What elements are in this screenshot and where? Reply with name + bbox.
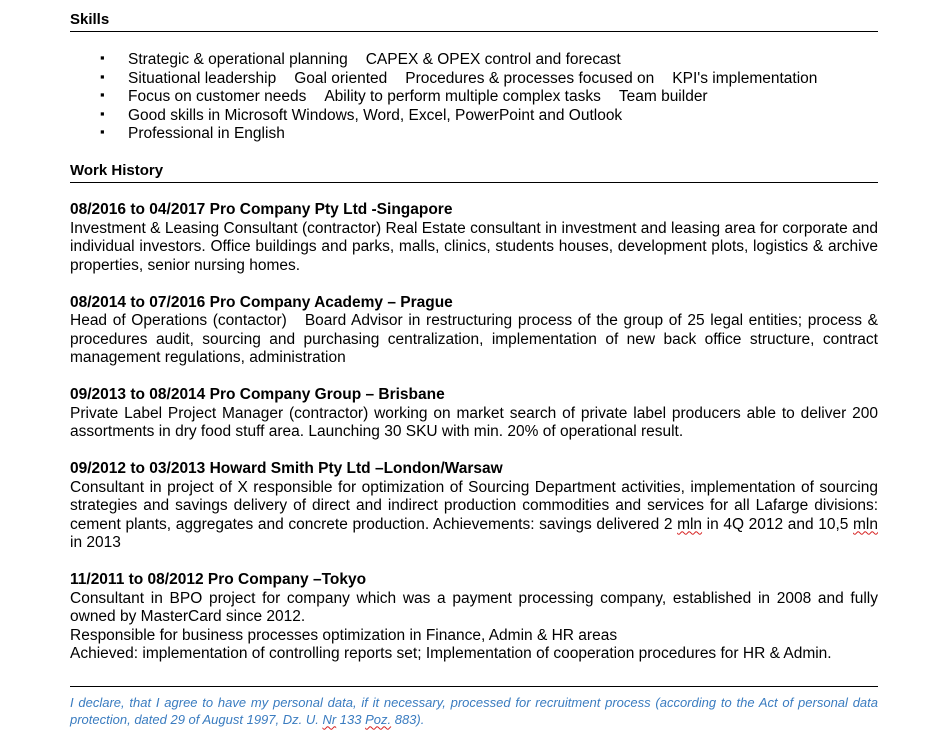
job-entry: [70, 571, 878, 664]
skill-text: Good skills in Microsoft Windows, Word, Excel, PowerPoint and Outlook: [128, 106, 623, 124]
skill-item: [70, 107, 878, 126]
job-title: 08/2014 to 07/2016 Pro Company Academy – Prague: [70, 293, 453, 311]
bullet-icon: ▪: [100, 124, 105, 140]
skills-list: [70, 51, 878, 144]
job-description: Consultant in BPO project for company which was a payment processing company, established in 2008 and fully owned by MasterCard since 2012.: [70, 589, 878, 625]
job-entry: [70, 460, 878, 553]
job-description: Private Label Project Manager (contractor) working on market search of private label producers able to deliver 200 assortments in dry food stuff area. Launching 30 SKU with min. 20% of operational result.: [70, 404, 878, 440]
skill-text: CAPEX & OPEX control and forecast: [365, 51, 621, 68]
job-title: 08/2016 to 04/2017 Pro Company Pty Ltd -Singapore: [70, 201, 453, 218]
job-entry: [70, 201, 878, 275]
skill-text: KPI's implementation: [672, 69, 818, 87]
declaration-divider: [70, 686, 878, 687]
spellcheck-word: mln: [677, 515, 703, 533]
bullet-icon: ▪: [100, 87, 105, 103]
skill-item: [70, 70, 878, 89]
data-protection-declaration: [70, 695, 878, 728]
skill-text: Focus on customer needs: [128, 88, 307, 106]
skill-text: Ability to perform multiple complex tasks: [324, 88, 601, 106]
skill-text: Strategic & operational planning: [128, 51, 348, 68]
bullet-icon: ▪: [100, 68, 105, 84]
job-entry: [70, 386, 878, 442]
job-entry: [70, 294, 878, 368]
skill-text: Professional in English: [128, 125, 285, 143]
bullet-icon: ▪: [100, 105, 105, 121]
skill-text: Procedures & processes focused on: [405, 69, 655, 87]
job-title: 09/2012 to 03/2013 Howard Smith Pty Ltd –London/Warsaw: [70, 460, 503, 477]
job-role: Head of Operations (contactor): [70, 312, 287, 329]
declaration-text: I declare, that I agree to have my personal data, if it necessary, processed for recruitment process (according to the Act of personal data protection, dated 29 of August 1997, Dz. U.: [70, 695, 878, 727]
spellcheck-word: Poz.: [365, 711, 392, 727]
declaration-text: 883).: [391, 711, 425, 727]
job-description: Investment & Leasing Consultant (contractor) Real Estate consultant in investment and leasing area for corporate and individual investors. Office buildings and parks, malls, clinics, students houses, development plots, logistics & archive properties, senior nursing homes.: [70, 219, 878, 274]
job-description: Responsible for business processes optimization in Finance, Admin & HR areas: [70, 626, 618, 644]
work-history-heading: Work History: [70, 162, 878, 183]
skill-item: [70, 88, 878, 107]
job-description: [70, 479, 878, 553]
spellcheck-word: Nr: [322, 711, 337, 727]
skill-text: Situational leadership: [128, 69, 277, 87]
bullet-icon: ▪: [100, 50, 105, 65]
declaration-text: 133: [336, 711, 366, 727]
work-history-list: [70, 201, 878, 682]
job-description-text: Consultant in project of X responsible for optimization of Sourcing Department activities, implementation of sourcing strategies and savings delivery of direct and indirect production commodities and services for all Lafarge divisions: cement plants, aggregates and concrete production. Achievements: savings delivered 2: [70, 478, 878, 533]
skills-heading: Skills: [70, 11, 878, 32]
skill-text: Goal oriented: [294, 69, 388, 87]
skill-text: Team builder: [618, 88, 708, 106]
job-description-text: in 4Q 2012 and 10,5: [702, 515, 853, 533]
job-description: [70, 312, 878, 368]
spellcheck-word: mln: [853, 515, 878, 533]
job-description: Achieved: implementation of controlling reports set; Implementation of cooperation procedures for HR & Admin.: [70, 645, 832, 662]
job-description-text: in 2013: [70, 534, 121, 551]
skill-item: [70, 125, 878, 144]
job-title: 11/2011 to 08/2012 Pro Company –Tokyo: [70, 571, 367, 588]
job-description-text: Board Advisor in restructuring process of the group of 25 legal entities; process & procedures audit, sourcing and purchasing centralization, implementation of new back office structure, contract management regulations, administration: [70, 312, 878, 366]
job-title: 09/2013 to 08/2014 Pro Company Group – Brisbane: [70, 386, 445, 403]
skill-item: [70, 51, 878, 70]
